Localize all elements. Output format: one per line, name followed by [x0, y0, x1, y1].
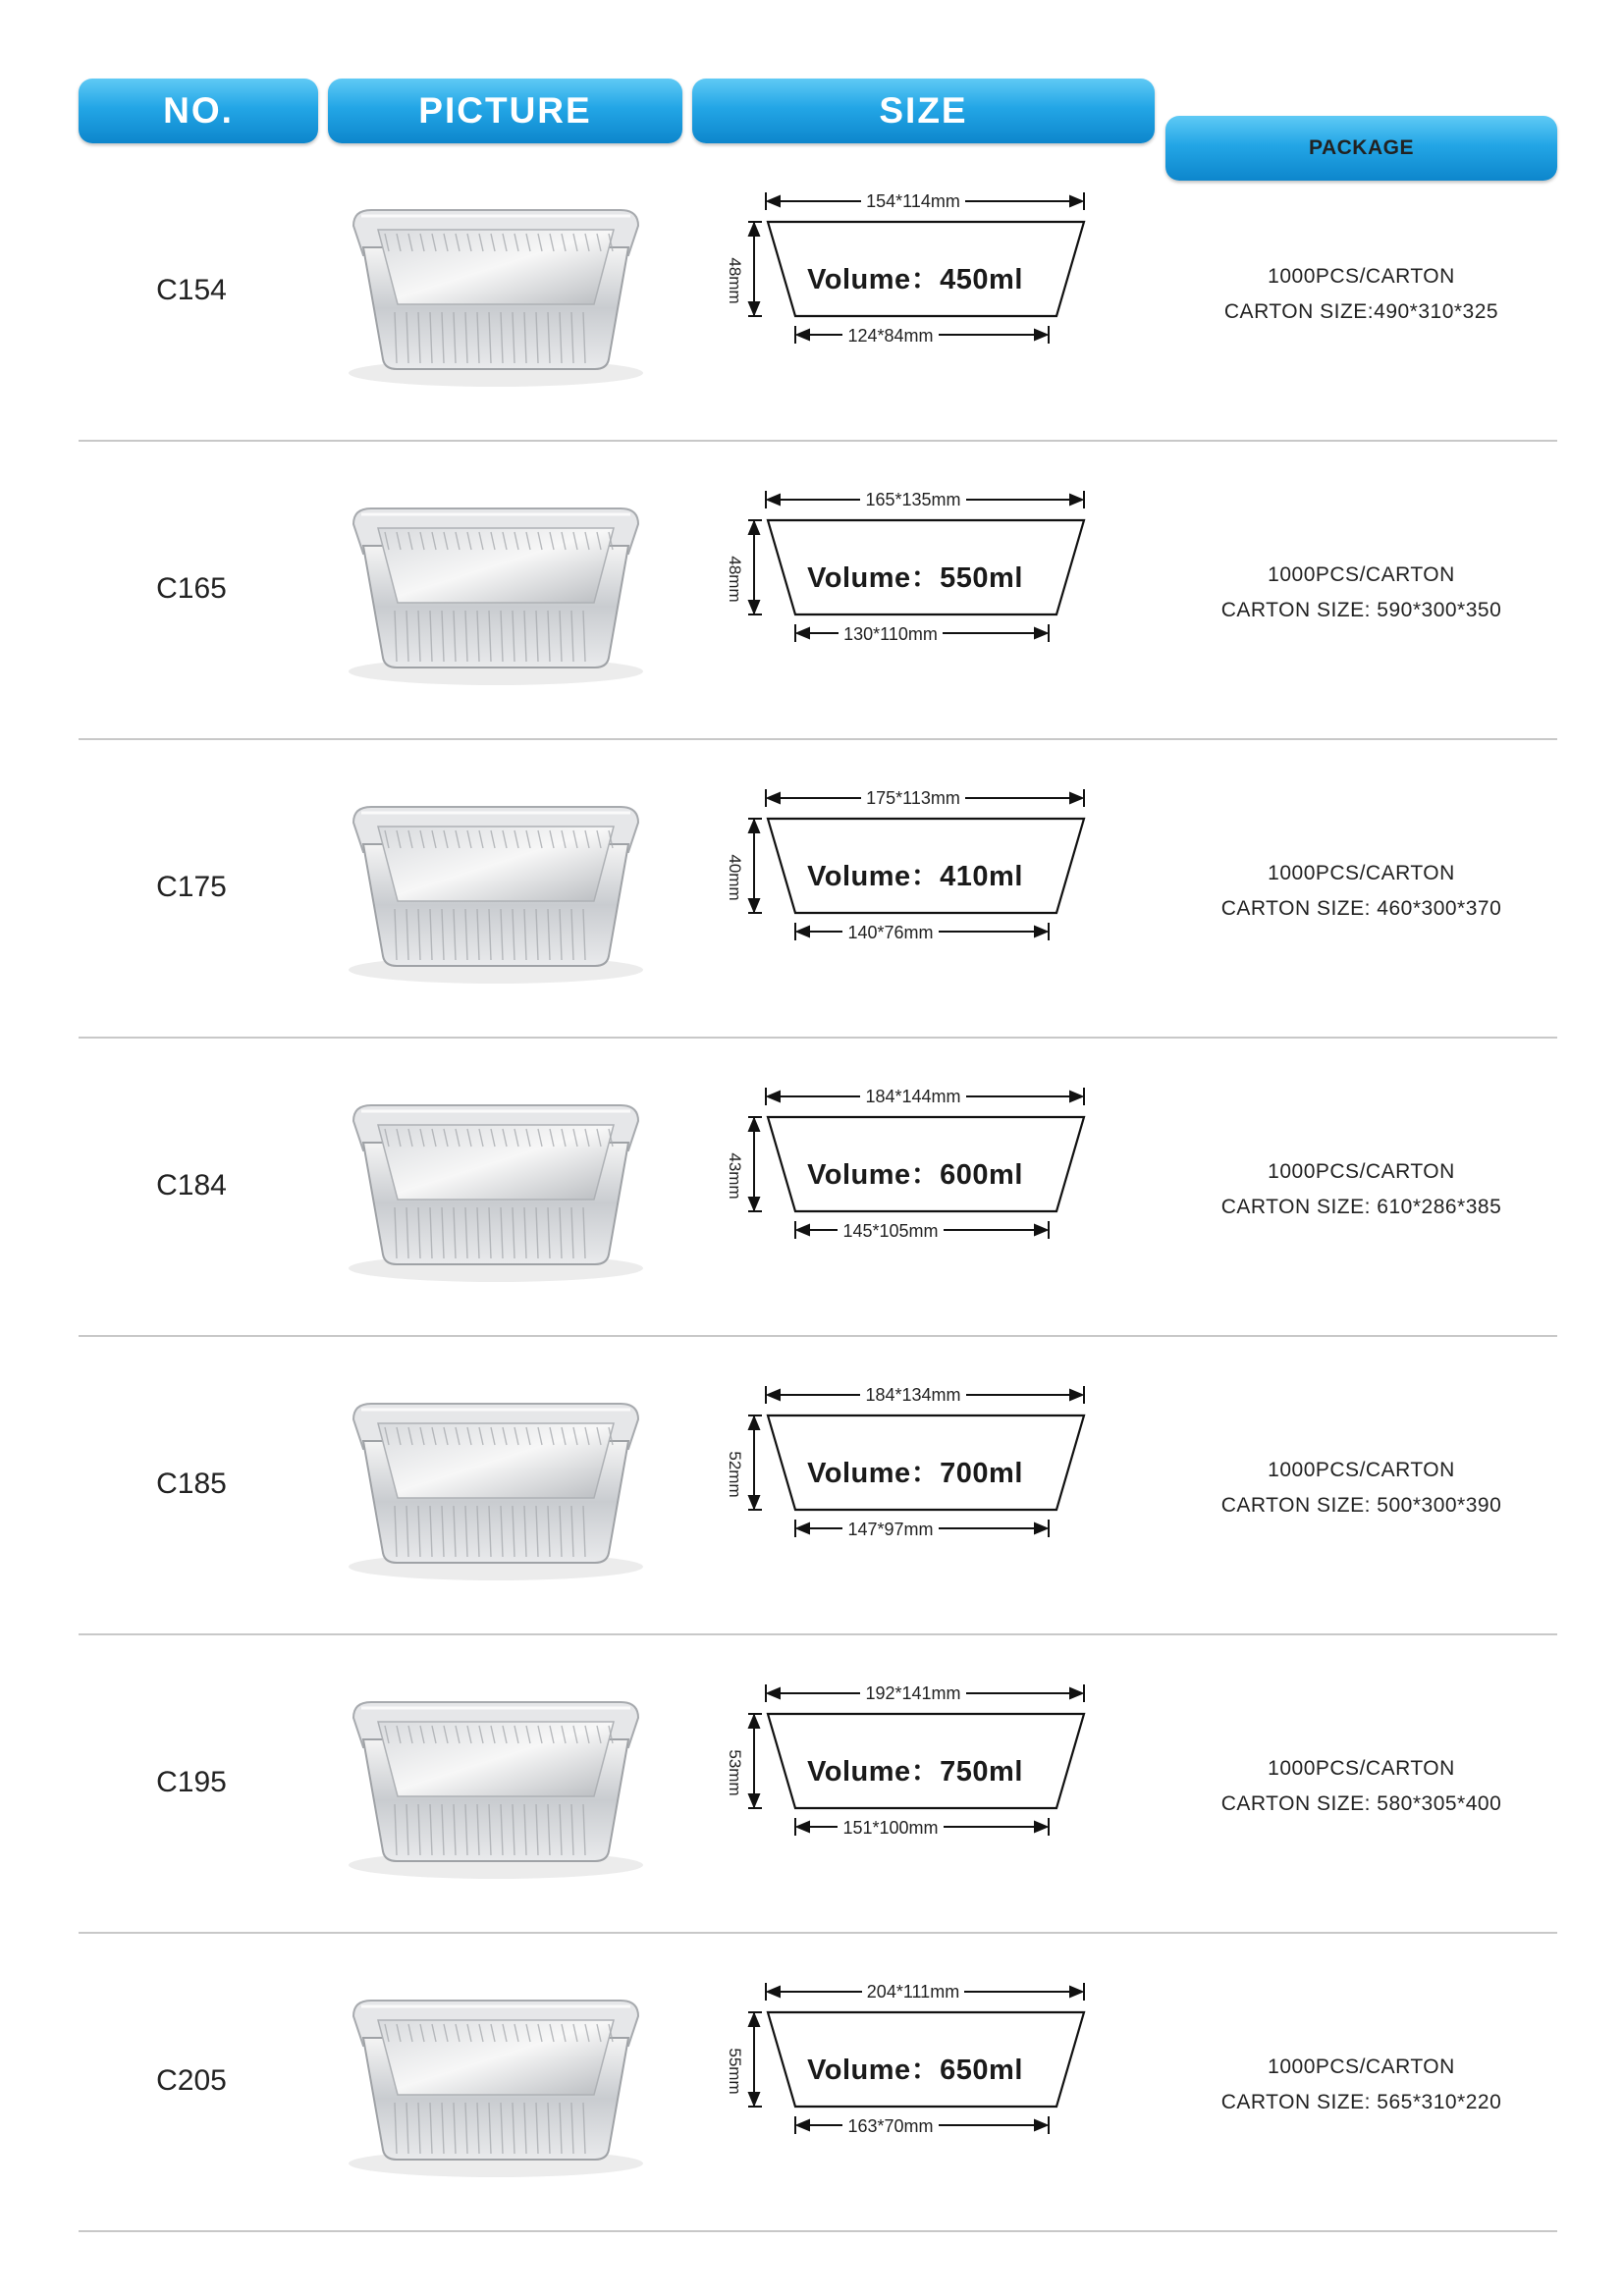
product-code: C154 [156, 274, 227, 306]
product-code: C165 [156, 572, 227, 605]
height-label: 43mm [726, 1152, 744, 1200]
dimension-diagram [707, 1681, 1100, 1877]
tray-photo [334, 1380, 658, 1586]
dimension-diagram [707, 785, 1100, 982]
carton-size: CARTON SIZE: 580*305*400 [1220, 1792, 1502, 1815]
bottom-dimension-label: 163*70mm [758, 2116, 1023, 2137]
package-info [1165, 1453, 1557, 1523]
volume-label: Volume：450ml [807, 264, 1023, 295]
bottom-dimension-label: 147*97mm [758, 1520, 1023, 1540]
package-quantity: 1000PCS/CARTON [1268, 1160, 1455, 1183]
product-row [0, 143, 1624, 442]
carton-size: CARTON SIZE: 590*300*350 [1220, 599, 1502, 621]
bottom-dimension-label: 124*84mm [758, 326, 1023, 347]
tray-photo [334, 187, 658, 393]
package-quantity: 1000PCS/CARTON [1268, 1459, 1455, 1481]
bottom-dimension-label: 151*100mm [758, 1818, 1023, 1839]
height-label: 48mm [726, 257, 744, 304]
height-label: 53mm [726, 1749, 744, 1796]
carton-size: CARTON SIZE: 610*286*385 [1220, 1196, 1502, 1218]
product-row [0, 1934, 1624, 2232]
product-code: C195 [156, 1766, 227, 1798]
header-size: SIZE [692, 79, 1155, 143]
package-quantity: 1000PCS/CARTON [1268, 563, 1455, 586]
package-info [1165, 1751, 1557, 1822]
height-label: 48mm [726, 556, 744, 603]
product-code: C175 [156, 871, 227, 903]
product-row [0, 740, 1624, 1039]
volume-label: Volume：550ml [807, 562, 1023, 594]
height-label: 52mm [726, 1451, 744, 1498]
product-code: C205 [156, 2064, 227, 2097]
top-dimension-label: 184*144mm [766, 1087, 1060, 1107]
bottom-dimension-label: 145*105mm [758, 1221, 1023, 1242]
tray-photo [334, 1082, 658, 1288]
dimension-diagram [707, 188, 1100, 385]
product-code: C185 [156, 1468, 227, 1500]
row-divider [79, 2230, 1557, 2232]
top-dimension-label: 192*141mm [766, 1683, 1060, 1704]
carton-size: CARTON SIZE: 500*300*390 [1220, 1494, 1502, 1517]
carton-size: CARTON SIZE:490*310*325 [1223, 300, 1499, 323]
tray-photo [334, 1679, 658, 1885]
top-dimension-label: 154*114mm [766, 191, 1060, 212]
package-info [1165, 558, 1557, 628]
top-dimension-label: 165*135mm [766, 490, 1060, 510]
volume-label: Volume：700ml [807, 1458, 1023, 1489]
package-info [1165, 856, 1557, 927]
volume-label: Volume：600ml [807, 1159, 1023, 1191]
dimension-diagram [707, 1979, 1100, 2175]
package-info [1165, 2050, 1557, 2120]
header-picture: PICTURE [328, 79, 682, 143]
carton-size: CARTON SIZE: 460*300*370 [1220, 897, 1502, 920]
product-table [0, 143, 1624, 2232]
dimension-diagram [707, 487, 1100, 683]
product-code: C184 [156, 1169, 227, 1201]
product-row [0, 1337, 1624, 1635]
height-label: 40mm [726, 854, 744, 901]
tray-photo [334, 485, 658, 691]
top-dimension-label: 184*134mm [766, 1385, 1060, 1406]
dimension-diagram [707, 1084, 1100, 1280]
volume-label: Volume：750ml [807, 1756, 1023, 1788]
bottom-dimension-label: 140*76mm [758, 923, 1023, 943]
package-quantity: 1000PCS/CARTON [1268, 862, 1455, 884]
carton-size: CARTON SIZE: 565*310*220 [1220, 2091, 1502, 2113]
dimension-diagram [707, 1382, 1100, 1578]
top-dimension-label: 175*113mm [766, 788, 1060, 809]
tray-photo [334, 783, 658, 989]
header-no: NO. [79, 79, 318, 143]
header-package: PACKAGE [1165, 116, 1557, 181]
package-quantity: 1000PCS/CARTON [1268, 265, 1455, 288]
height-label: 55mm [726, 2048, 744, 2095]
tray-photo [334, 1977, 658, 2183]
product-row [0, 442, 1624, 740]
volume-label: Volume：650ml [807, 2055, 1023, 2086]
volume-label: Volume：410ml [807, 861, 1023, 892]
package-info [1165, 259, 1557, 330]
product-row [0, 1635, 1624, 1934]
package-info [1165, 1154, 1557, 1225]
top-dimension-label: 204*111mm [766, 1982, 1060, 2002]
product-row [0, 1039, 1624, 1337]
bottom-dimension-label: 130*110mm [758, 624, 1023, 645]
package-quantity: 1000PCS/CARTON [1268, 2056, 1455, 2078]
package-quantity: 1000PCS/CARTON [1268, 1757, 1455, 1780]
